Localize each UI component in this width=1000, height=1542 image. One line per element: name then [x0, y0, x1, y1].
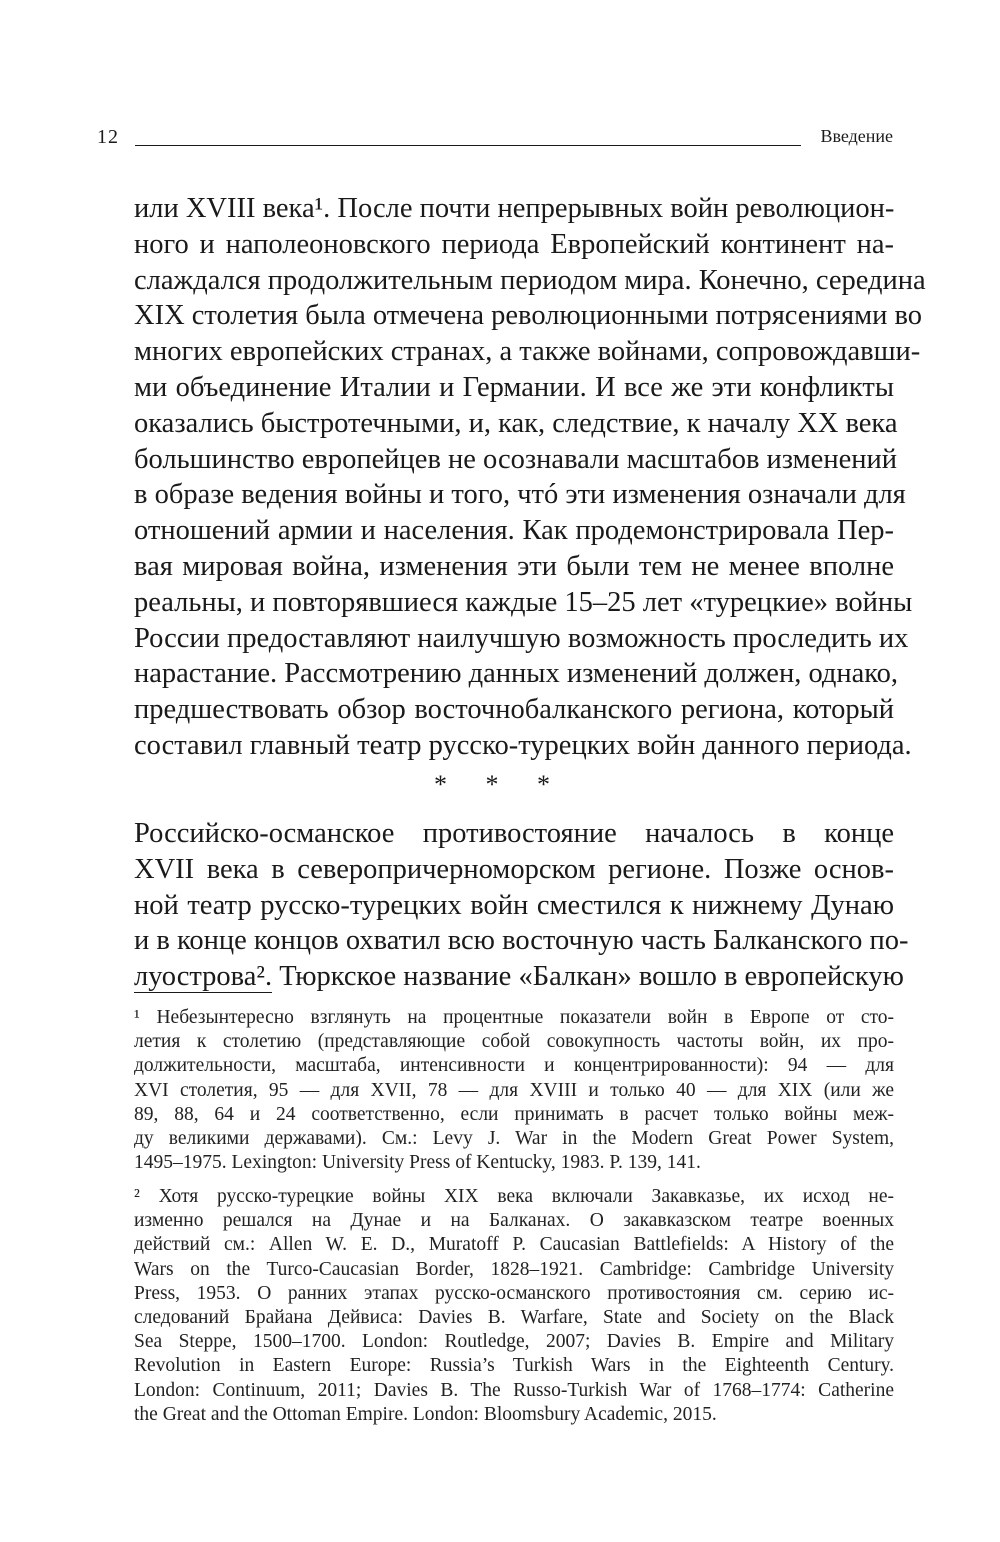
footnote-line: Press, 1953. О ранних этапах русско-османского противостояния см. серию ис-: [134, 1282, 894, 1304]
section-break: * * *: [434, 770, 566, 799]
text-line: ного и наполеоновского периода Европейский континент на-: [134, 228, 894, 260]
footnote-separator: [134, 992, 272, 993]
footnote-line: изменно решался на Дунае и на Балканах. О закавказском театре военных: [134, 1210, 894, 1232]
footnote-line: летия к столетию (представляющие собой совокупность частоты войн, их про-: [134, 1031, 894, 1053]
header-rule: [135, 145, 801, 146]
running-header: [97, 126, 893, 156]
text-line: слаждался продолжительным периодом мира. Конечно, середина: [134, 264, 926, 296]
text-line: луострова². Тюркское название «Балкан» вошло в европейскую: [134, 961, 904, 993]
footnote-line: ду великими державами). См.: Levy J. War in the Modern Great Power System,: [134, 1127, 894, 1149]
running-title: Введение: [820, 126, 893, 146]
text-line: или XVIII века¹. После почти непрерывных войн революцион-: [134, 193, 895, 224]
text-line: нарастание. Рассмотрению данных изменений должен, однако,: [134, 658, 899, 690]
footnote-line: Revolution in Eastern Europe: Russia’s Turkish Wars in the Eighteenth Century.: [134, 1355, 894, 1377]
text-line: многих европейских странах, а также войнами, сопровождавши-: [134, 336, 921, 368]
text-line: вая мировая война, изменения эти были тем не менее вполне: [134, 550, 894, 582]
footnote-1: [134, 1006, 894, 1175]
text-line: России предоставляют наилучшую возможность проследить их: [134, 622, 909, 654]
footnote-line: 89, 88, 64 и 24 соответственно, если принимать в расчет только войны меж-: [134, 1103, 894, 1125]
footnote-line: the Great and the Ottoman Empire. London: Bloomsbury Academic, 2015.: [134, 1403, 717, 1425]
footnote-line: XVI столетия, 95 — для XVII, 78 — для XVIII и только 40 — для XIX (или же: [134, 1079, 894, 1101]
footnote-line: Sea Steppe, 1500–1700. London: Routledge, 2007; Davies B. Empire and Military: [134, 1331, 894, 1353]
text-line: составил главный театр русско-турецких войн данного периода.: [134, 729, 912, 761]
footnote-line: ² Хотя русско-турецкие войны XIX века включали Закавказье, их исход не-: [134, 1186, 894, 1207]
text-line: ной театр русско-турецких войн сместился к нижнему Дунаю: [134, 889, 894, 921]
text-line: в образе ведения войны и того, чтó эти изменения означали для: [134, 479, 906, 511]
text-line: и в конце концов охватил всю восточную часть Балканского по-: [134, 925, 909, 957]
text-line: ми объединение Италии и Германии. И все же эти конфликты: [134, 371, 894, 403]
footnote-line: ¹ Небезынтересно взглянуть на процентные показатели войн в Европе от сто-: [134, 1007, 894, 1028]
footnote-2: [134, 1185, 894, 1427]
text-line: Российско-османское противостояние началось в конце: [134, 818, 894, 849]
text-line: XIX столетия была отмечена революционными потрясениями во: [134, 300, 922, 332]
text-line: отношений армии и населения. Как продемонстрировала Пер-: [134, 515, 894, 547]
text-line: XVII века в северопричерноморском регионе. Позже основ-: [134, 853, 894, 885]
text-line: большинство европейцев не осознавали масштабов изменений: [134, 443, 897, 475]
footnote-line: должительности, масштаба, интенсивности и концентрированности): 94 — для: [134, 1055, 894, 1077]
footnote-line: действий см.: Allen W. E. D., Muratoff P. Caucasian Battlefields: A History of the: [134, 1234, 894, 1256]
text-line: реальны, и повторявшиеся каждые 15–25 лет «турецкие» войны: [134, 586, 913, 618]
text-line: предшествовать обзор восточнобалканского региона, который: [134, 694, 894, 726]
footnote-line: London: Continuum, 2011; Davies B. The Russo-Turkish War of 1768–1774: Catherine: [134, 1379, 894, 1401]
footnote-line: 1495–1975. Lexington: University Press of Kentucky, 1983. P. 139, 141.: [134, 1152, 701, 1174]
main-paragraph-2: [134, 816, 909, 995]
text-line: оказались быстротечными, и, как, следствие, к началу XX века: [134, 407, 898, 439]
footnote-line: следований Брайана Дейвиса: Davies B. Warfare, State and Society on the Black: [134, 1306, 894, 1328]
page-number: 12: [97, 126, 119, 148]
footnote-line: Wars on the Turco-Caucasian Border, 1828–1921. Cambridge: Cambridge University: [134, 1258, 894, 1280]
main-paragraph-1: [134, 191, 926, 764]
